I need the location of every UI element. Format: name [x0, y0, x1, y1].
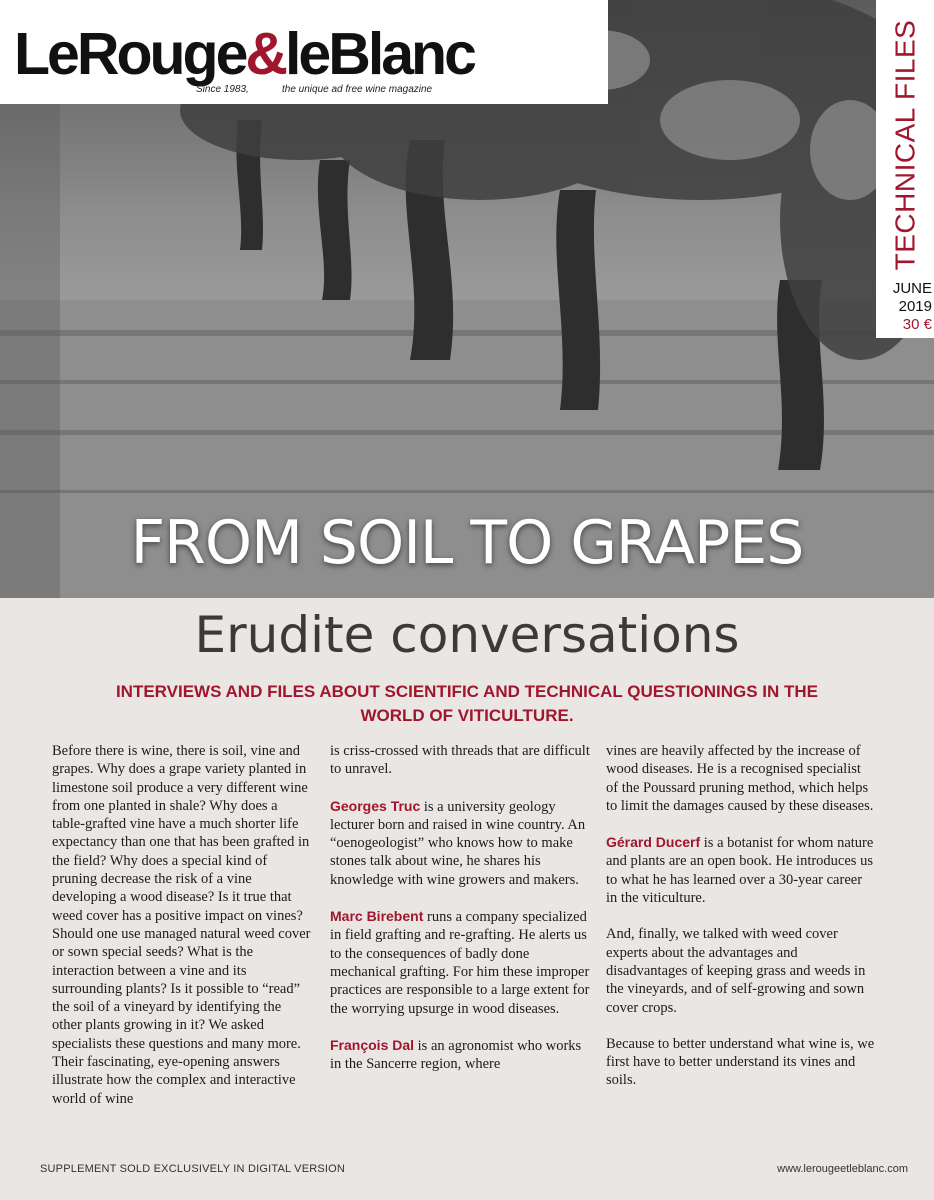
- weed-cover-paragraph: And, finally, we talked with weed cover experts about the advantages and disadvantages of keeping grass and weeds in the vineyards, and of self-growing and sown cover crops.: [606, 926, 866, 1016]
- closing-paragraph: Because to better understand what wine is, we first have to better understand its vines and soils.: [606, 1035, 875, 1089]
- intro-text: INTERVIEWS AND FILES ABOUT SCIENTIFIC AND TECHNICAL QUESTIONINGS IN THE WORLD OF VITICULTURE.: [115, 682, 819, 725]
- issue-year: 2019: [898, 298, 932, 315]
- francois-text: is an agronomist who works in the Sancerre region, where: [330, 1037, 582, 1073]
- marc-paragraph: [330, 907, 592, 1018]
- body-column-1: [52, 742, 314, 1126]
- logo-ampersand: &: [245, 21, 286, 87]
- francois-continuation: vines are heavily affected by the increase of wood diseases. He is a recognised specialist of the Poussard pruning method, which helps to limit the damages caused by these diseases.: [606, 743, 874, 814]
- francois-name: François Dal: [330, 1036, 415, 1053]
- since-text: Since 1983,: [196, 84, 249, 95]
- francois-paragraph: [330, 1036, 592, 1074]
- georges-paragraph: [330, 797, 592, 889]
- magazine-logo[interactable]: [14, 22, 474, 86]
- section-label-wrap: [876, 10, 934, 280]
- issue-info: [876, 280, 932, 334]
- logo-rouge: LeRouge: [14, 21, 246, 87]
- tagline: the unique ad free wine magazine: [282, 84, 433, 95]
- gerard-paragraph: [606, 833, 876, 907]
- body-column-2: [330, 742, 592, 1091]
- subheadline: Erudite conversations: [194, 606, 740, 664]
- gerard-text: is a botanist for whom nature and plants are an open book. He introduces us to what he has learned over a 30-year career in the viticulture.: [606, 835, 874, 907]
- issue-price: 30 €: [902, 316, 932, 333]
- footer-note: SUPPLEMENT SOLD EXCLUSIVELY IN DIGITAL VERSION: [40, 1163, 346, 1175]
- georges-name: Georges Truc: [330, 797, 421, 814]
- issue-month: JUNE: [892, 280, 932, 297]
- logo-blanc: leBlanc: [285, 21, 474, 87]
- intro-paragraph: Before there is wine, there is soil, vine and grapes. Why does a grape variety planted in limestone soil produce a very different wine from one planted in shale? Why does a table-grafted vine have a much shorter life expectancy than one that has been grafted in the field? Why does a special kind of pruning decrease the risk of a vine developing a wood disease? Is it true that weed cover has a positive impact on vines? Should one use managed natural weed cover or sown special seeds? What is the interaction between a vine and its surrounding plants? Is it possible to “read” the soil of a vineyard by identifying the other plants growing in it? We asked specialists these questions and many more. Their fascinating, eye-opening answers illustrate how the complex and interactive world of wine: [52, 743, 311, 1107]
- section-label: TECHNICAL FILES: [889, 19, 920, 271]
- footer-website-link[interactable]: www.lerougeetleblanc.com: [777, 1163, 908, 1175]
- main-headline: FROM SOIL TO GRAPES: [130, 508, 804, 578]
- body-column-3: [606, 742, 876, 1108]
- masthead: [0, 0, 608, 104]
- gerard-name: Gérard Ducerf: [606, 834, 701, 851]
- marc-text: runs a company specialized in field grafting and re-grafting. He alerts us to the consequences of badly done mechanical grafting. For him these improper practices are responsible to a large extent for the worrying upsurge in wood diseases.: [330, 909, 590, 1017]
- georges-text: is a university geology lecturer born and raised in wine country. An “oenogeologist” who knows how to make stones talk about wine, he shares his knowledge with wine growers and makers.: [330, 798, 586, 888]
- marc-name: Marc Birebent: [330, 908, 424, 925]
- continuation-paragraph: is criss-crossed with threads that are difficult to unravel.: [330, 743, 590, 778]
